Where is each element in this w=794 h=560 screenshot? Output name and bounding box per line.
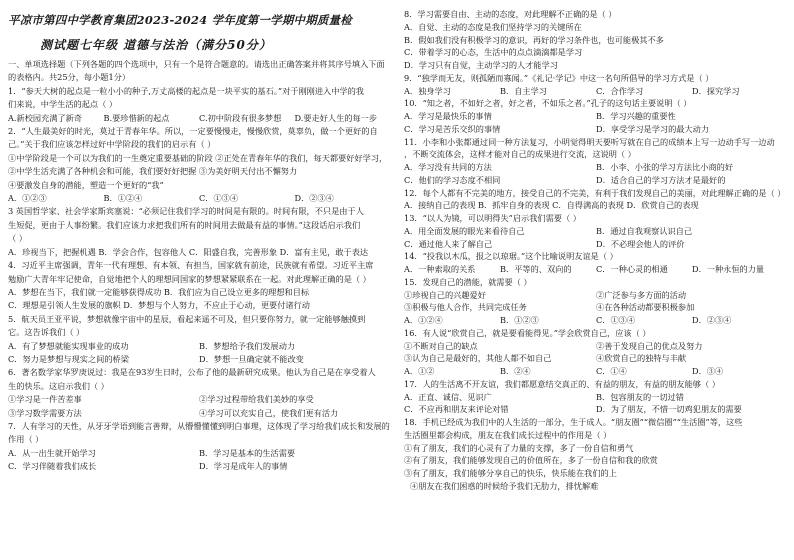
q14-option-d: D．一种永恒的力量 (692, 264, 765, 274)
q2-statement: ④要激发自身的潜能，塑造一个更好的“我” (8, 179, 164, 190)
q15-option-d: D．②③④ (692, 315, 732, 325)
q5-stem: 5．航天员王亚平说，梦想就像宇宙中的星辰，看起来遥不可及，但只要你努力，就一定能够触摸到 (8, 313, 366, 324)
q7-option-c: C．学习伴随着我们成长 (8, 461, 97, 472)
q2-stem: 2．“人生最美好的时光，莫过于青春年华。所以，一定要慢慢走，慢慢欣赏，莫辜负，做一个更好的自 (8, 126, 378, 137)
q4-options: A．梦想在当下，我们就一定能够获得成功 B．我们应为自己设立更多的理想和目标 (8, 286, 310, 297)
q11-option-a: A．学习没有共同的方法 (404, 162, 492, 172)
q18-statement-3: ③有了朋友，我们能够分享自己的快乐，快乐能在我们的上 (404, 468, 617, 478)
q9-option-d: D．探究学习 (692, 85, 740, 96)
q3-stem: 3 英国哲学家、社会学家斯宾塞说：“必须记住我们学习的时间是有限的。时间有限，不只是由于人 (8, 206, 364, 217)
q8-option-b: B．假如我们没有积极学习的意识，再好的学习条件也，也可能极其不多 (404, 34, 664, 45)
q16-option-c: C．①④ (596, 366, 627, 376)
q11-options (404, 161, 788, 174)
q15-option-b: B．①②③ (500, 315, 539, 325)
q14-option-a: A．一种索取的关系 (404, 264, 476, 274)
q1-option-b: B.要珍惜新的起点 (103, 112, 170, 123)
q16-statement-3: ③认为自己是最好的，其他人都不如自己 (404, 353, 552, 364)
q18-statement-2: ②有了朋友，我们能够发现自己的价值所在，多了一份自信和我的欣赏 (404, 455, 658, 466)
q2-stem: 己。”关于我们应该怎样过好中学阶段的我们的启示有（ ） (8, 139, 216, 150)
q14-stem: 14．“投我以木瓜，报之以琼琚。”这个比喻说明友谊是（ ） (404, 251, 618, 262)
right-column (400, 0, 790, 560)
q12-stem: 12．每个人都有不完美的地方，接受自己的不完美，有利于我们发现自己的美丽，对此理解正确的是（ ） (404, 187, 786, 198)
q18-stem: 18．手机已经成为我们中的人生活的一部分，生于成人。“朋友圈”“微信圈”“生活圈”等，这些 (404, 417, 743, 427)
q10-options (404, 110, 788, 123)
q17-option-a: A．正直、诚信、见识广 (404, 391, 492, 402)
q6-statement-3: ③学习数学需要方法 (8, 407, 82, 418)
section-instruction: 的表格内。共25分，每小题1分） (8, 72, 131, 83)
q7-stem: 7．人有学习的天性，从牙牙学语到能言善辩，从懵懵懂懂到明白事理，这体现了学习给我们成长和发展的 (8, 420, 390, 431)
q15-option-a: A．①②④ (404, 315, 443, 325)
q2-statement: ②中学生活充满了各种机会和可能，我们要好好把握 ③为美好明天付出不懈努力 (8, 166, 298, 177)
q16-options (404, 365, 788, 378)
q6-stem: 6．著名数学家华罗庚说过：我是在93岁生日时，公布了他的最新研究成果。他认为自己是在享受着人 (8, 367, 376, 378)
q18-statement-1: ①有了朋友，我们的心灵有了力量的支撑，多了一份自信和勇气 (404, 442, 634, 453)
q7-option-d: D．学习是成年人的事情 (199, 461, 288, 472)
q5-option-a: A．有了梦想就能实现事业的成功 (8, 340, 129, 351)
q15-option-c: C．①③④ (596, 315, 636, 325)
q11-stem: 11．小李和小张都通过同一种方法复习，小明觉得明天要听写就在自己的成绩本上写一边动手写一边动 (404, 136, 775, 147)
q16-option-d: D．③④ (692, 366, 724, 376)
q13-option-d: D．不必理会他人的评价 (596, 238, 685, 249)
q9-option-b: B．自主学习 (500, 85, 547, 96)
q1-stem: 们来说，中学生活的起点（ ） (8, 99, 118, 110)
q17-stem: 17．人的生活离不开友谊，我们都愿意结交真正的、有益的朋友，有益的朋友能够（ ） (404, 378, 720, 389)
q2-option-d: D．②③④ (294, 193, 334, 204)
q1-options (8, 112, 390, 125)
q16-statement-4: ④欣赏自己的独特与丰献 (596, 353, 687, 364)
q9-option-a: A．独身学习 (404, 85, 451, 96)
q13-options (404, 238, 788, 251)
q10-option-b: B．学习兴趣的重要性 (596, 111, 676, 121)
q10-option-a: A．学习是最快乐的事情 (404, 111, 492, 121)
q5-option-d: D．梦想一旦确定就不能改变 (199, 353, 304, 364)
q6-statement-1: ①学习是一件苦差事 (8, 394, 82, 405)
q13-option-c: C．通过他人来了解自己 (404, 238, 493, 249)
q15-options (404, 314, 788, 327)
q5-option-c: C．努力是梦想与现实之间的桥梁 (8, 353, 129, 364)
q2-option-b: B．①②④ (103, 193, 143, 204)
exam-title-line2: 测试题七年级 道德与法治（满分50分） (40, 38, 272, 52)
q11-option-c: C．他们的学习态度不相同 (404, 174, 501, 185)
q17-options (404, 391, 788, 404)
q16-option-a: A．①② (404, 366, 435, 376)
q16-statement-1: ①不断对自己的缺点 (404, 340, 478, 351)
q4-stem: 4．习近平主席强调，青年一代有理想、有本领、有担当，国家就有前途，民族就有希望。习近平主席 (8, 260, 374, 271)
q16-statements (404, 340, 788, 353)
q9-option-c: C．合作学习 (596, 85, 644, 96)
q7-options (8, 447, 390, 460)
q13-options (404, 225, 788, 238)
q11-stem: ，不断交流体会，这样才能对自己的成果进行交流，这说明（ ） (404, 149, 636, 160)
q2-option-c: C．①③④ (199, 193, 239, 204)
q2-statement: ①中学阶段是一个可以为我们的一生奠定重要基础的阶段 ②正处在青春年华的我们，每天都要好好学习， (8, 152, 388, 163)
q10-stem: 10．“知之者，不如好之者，好之者，不如乐之者。”孔子的这句话主要说明（ ） (404, 98, 692, 109)
q1-option-a: A.新校园充满了新奇 (8, 112, 83, 123)
q4-options: C．理想是引领人生发展的旗帜 D．梦想与个人努力，不应止于心动，更要付诸行动 (8, 300, 310, 311)
q6-statement-2: ②学习过程带给我们美妙的享受 (199, 394, 314, 405)
q1-stem: 1．“参天大树的起点是一粒小小的种子,万丈高楼的起点是一块平实的基石。”对于刚刚进入中学的我 (8, 85, 364, 96)
q3-stem: （ ） (8, 233, 27, 244)
q11-option-b: B．小李、小张的学习方法比小商的好 (596, 162, 734, 172)
q2-options (8, 192, 390, 205)
q3-stem: 生短促，更由于人事纷繁。我们应该力求把我们所有的时间用去做最有益的事情。”这段话启示我们 (8, 219, 361, 230)
q1-option-c: C.初中阶段有很多梦想 (199, 112, 282, 123)
q14-option-c: C．一种心灵的相通 (596, 264, 668, 274)
q10-option-d: D．享受学习是学习的最大动力 (596, 123, 710, 134)
q13-stem: 13．“以人为镜，可以明得失”启示我们需要（ ） (404, 213, 581, 223)
q11-options (404, 174, 788, 187)
q7-options (8, 460, 390, 473)
q17-options (404, 403, 788, 416)
q15-stem: 15．发现自己的潜能，就需要（ ） (404, 276, 532, 287)
q7-stem: 作用（ ） (8, 434, 44, 445)
q6-statements (8, 407, 390, 420)
q16-statement-2: ②善于发现自己的优点及努力 (596, 340, 703, 351)
q15-statement-4: ④在各种活动都要积极参加 (596, 302, 695, 313)
q8-stem: 8．学习需要自由、主动的态度，对此理解不正确的是（ ） (404, 9, 617, 19)
q13-option-b: B．通过自我观察认识自己 (596, 225, 693, 236)
q10-option-c: C．学习是苦乐交织的事情 (404, 123, 501, 134)
q16-statements (404, 352, 788, 365)
q15-statement-1: ①珍视自己的兴趣爱好 (404, 289, 486, 300)
q18-statement-4: ④朋友在我们困惑的时候给予我们无肋力，排忧解难 (410, 480, 599, 491)
q4-stem: 勉励广大青年牢记使命，自觉地把个人的理想同国家的梦想紧紧联系在一起。对此理解正确的是（ ） (8, 273, 371, 284)
q16-option-b: B．②④ (500, 366, 531, 376)
q15-statement-3: ③积极与他人合作，共同完成任务 (404, 302, 527, 313)
q2-option-a: A．①②③ (8, 193, 47, 204)
q8-option-c: C．带着学习的心态，生活中的点点滴滴都是学习 (404, 47, 583, 58)
q6-statement-4: ④学习可以充实自己，使我们更有活力 (199, 407, 339, 418)
q6-stem: 生的快乐。这启示我们（ ） (8, 380, 109, 391)
q17-option-b: B．包容朋友的一切过错 (596, 391, 684, 402)
q6-statements (8, 393, 390, 406)
q7-option-b: B．学习是基本的生活需要 (199, 447, 296, 458)
q8-option-a: A．自觉、主动的态度是我们坚持学习的关键所在 (404, 21, 582, 32)
q11-option-d: D．适合自己的学习方法才是最好的 (596, 174, 726, 185)
q15-statement-2: ②广泛参与多方面的活动 (596, 289, 687, 300)
q15-statements (404, 289, 788, 302)
q13-option-a: A．用全面发展的眼光来看待自己 (404, 225, 525, 236)
q7-option-a: A．从一出生就开始学习 (8, 447, 96, 458)
q12-options: A．接纳自己的表现 B．抓牢自身的表现 C．自得满高的表现 D．欣赏自己的表现 (404, 200, 699, 211)
q17-option-d: D．为了朋友，不惜一切鸡犯朋友的需要 (596, 404, 742, 415)
q18-stem: 生活圈里都会构成，朋友在我们成长过程中的作用是（ ） (404, 429, 612, 440)
section-heading: 一、单项选择题（下列各题的四个选项中，只有一个是符合题意的。请选出正确答案并将其序号填入下面 (8, 59, 385, 69)
q15-statements (404, 301, 788, 314)
q9-options (404, 85, 788, 98)
q14-options (404, 263, 788, 276)
q5-stem: 它。这告诉我们（ ） (8, 327, 85, 338)
left-column (4, 0, 392, 560)
exam-title-line1: 平凉市第四中学教育集团2023-2024 学年度第一学期中期质量检 (8, 13, 352, 27)
q14-option-b: B．平等的、双向的 (500, 264, 572, 274)
q9-stem: 9．“独学而无友，则孤陋而寡闻。”《礼记·学记》中这一名句所倡导的学习方式是（ ） (404, 72, 714, 83)
q16-stem: 16．有人说“欣赏自己，就是要看能得见。”学会欣赏自己，应该（ ） (404, 327, 651, 338)
q5-options (8, 353, 390, 366)
q3-options: A．珍视当下，把握机遇 B．学会合作，包容他人 C．阳盛自我，完善形象 D．富有主见，敢于表达 (8, 246, 369, 257)
q8-option-d: D．学习只有自觉，主动学习的人才能学习 (404, 60, 558, 70)
q10-options (404, 123, 788, 136)
q1-option-d: D.要走好人生的每一步 (294, 112, 378, 123)
q5-options (8, 340, 390, 353)
q5-option-b: B．梦想给予我们发展动力 (199, 340, 296, 351)
q17-option-c: C．不应再和朋友来评论对错 (404, 404, 509, 415)
